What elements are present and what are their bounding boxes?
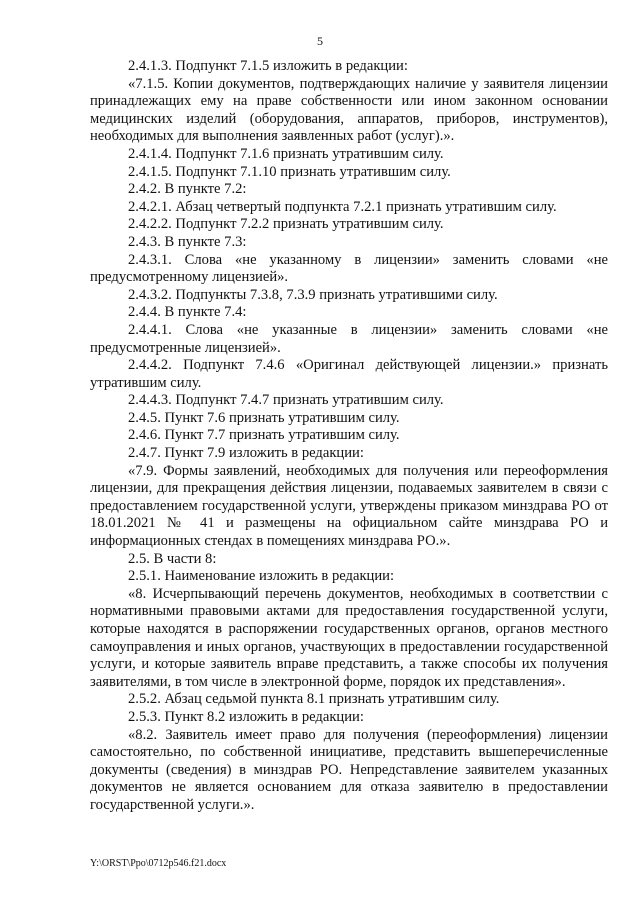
paragraph: 2.4.7. Пункт 7.9 изложить в редакции: bbox=[128, 445, 364, 462]
paragraph: 2.4.2.1. Абзац четвертый подпункта 7.2.1 признать утратившим силу. bbox=[128, 198, 557, 215]
paragraph: 2.5.3. Пункт 8.2 изложить в редакции: bbox=[128, 708, 364, 725]
paragraph: 2.5.1. Наименование изложить в редакции: bbox=[128, 568, 395, 585]
paragraph: «8.2. Заявитель имеет право для получения (переоформления) лицензии самостоятельно, по собственной инициативе, представить вышеперечисленные документы (сведения) в минздрав РО. Непредставление заявителем указанных документов не является основанием для отказа заявителю в предоставлении государственной услуги.». bbox=[90, 726, 608, 813]
paragraph: 2.4.1.3. Подпункт 7.1.5 изложить в редакции: bbox=[128, 58, 408, 74]
paragraph: 2.4.2.2. Подпункт 7.2.2 признать утратившим силу. bbox=[128, 216, 444, 233]
document-body bbox=[90, 58, 608, 815]
file-path-footer: Y:\ORST\Ppo\0712p546.f21.docx bbox=[90, 858, 227, 869]
paragraph: 2.4.3.2. Подпункты 7.3.8, 7.3.9 признать утратившими силу. bbox=[128, 286, 498, 303]
paragraph: 2.4.4.1. Слова «не указанные в лицензии» заменить словами «не предусмотренные лицензией». bbox=[90, 321, 608, 356]
paragraph: 2.4.6. Пункт 7.7 признать утратившим силу. bbox=[128, 427, 400, 444]
paragraph: «8. Исчерпывающий перечень документов, необходимых в соответствии с нормативными правовыми актами для предоставления государственной услуги, которые находятся в распоряжении государственных органов, органов местного самоуправления и иных органов, участвующих в предоставлении государственной услуги, и которые заявитель вправе представить, а также способы их получения заявителями, в том числе в электронной форме, порядок их представления». bbox=[90, 585, 608, 690]
paragraph: 2.5.2. Абзац седьмой пункта 8.1 признать утратившим силу. bbox=[128, 691, 500, 708]
paragraph: 2.4.2. В пункте 7.2: bbox=[128, 181, 247, 198]
paragraph: 2.5. В части 8: bbox=[128, 550, 217, 567]
paragraph: 2.4.4.2. Подпункт 7.4.6 «Оригинал действующей лицензии.» признать утратившим силу. bbox=[90, 357, 608, 391]
paragraph: 2.4.3. В пункте 7.3: bbox=[128, 233, 247, 250]
paragraph: 2.4.4. В пункте 7.4: bbox=[128, 304, 247, 321]
paragraph: 2.4.1.5. Подпункт 7.1.10 признать утратившим силу. bbox=[128, 163, 451, 180]
paragraph: 2.4.3.1. Слова «не указанному в лицензии» заменить словами «не предусмотренному лицензией». bbox=[90, 251, 608, 286]
paragraph: «7.9. Формы заявлений, необходимых для получения или переоформления лицензии, для прекращения действия лицензии, подаваемых заявителем в связи с предоставлением государственной услуги, утверждены приказом минздрава РО от 18.01.2021 № 41 и размещены на официальном сайте минздрава РО и информационных стендах в помещениях минздрава РО.». bbox=[90, 462, 608, 550]
paragraph: «7.1.5. Копии документов, подтверждающих наличие у заявителя лицензии принадлежащих ему на праве собственности или ином законном основании медицинских изделий (оборудования, аппаратов, приборов, инструментов), необходимых для выполнения заявленных работ (услуг).». bbox=[90, 75, 608, 145]
page-number: 5 bbox=[317, 34, 323, 48]
paragraph: 2.4.4.3. Подпункт 7.4.7 признать утратившим силу. bbox=[128, 392, 444, 409]
paragraph: 2.4.1.4. Подпункт 7.1.6 признать утратившим силу. bbox=[128, 145, 444, 162]
paragraph: 2.4.5. Пункт 7.6 признать утратившим силу. bbox=[128, 409, 400, 426]
